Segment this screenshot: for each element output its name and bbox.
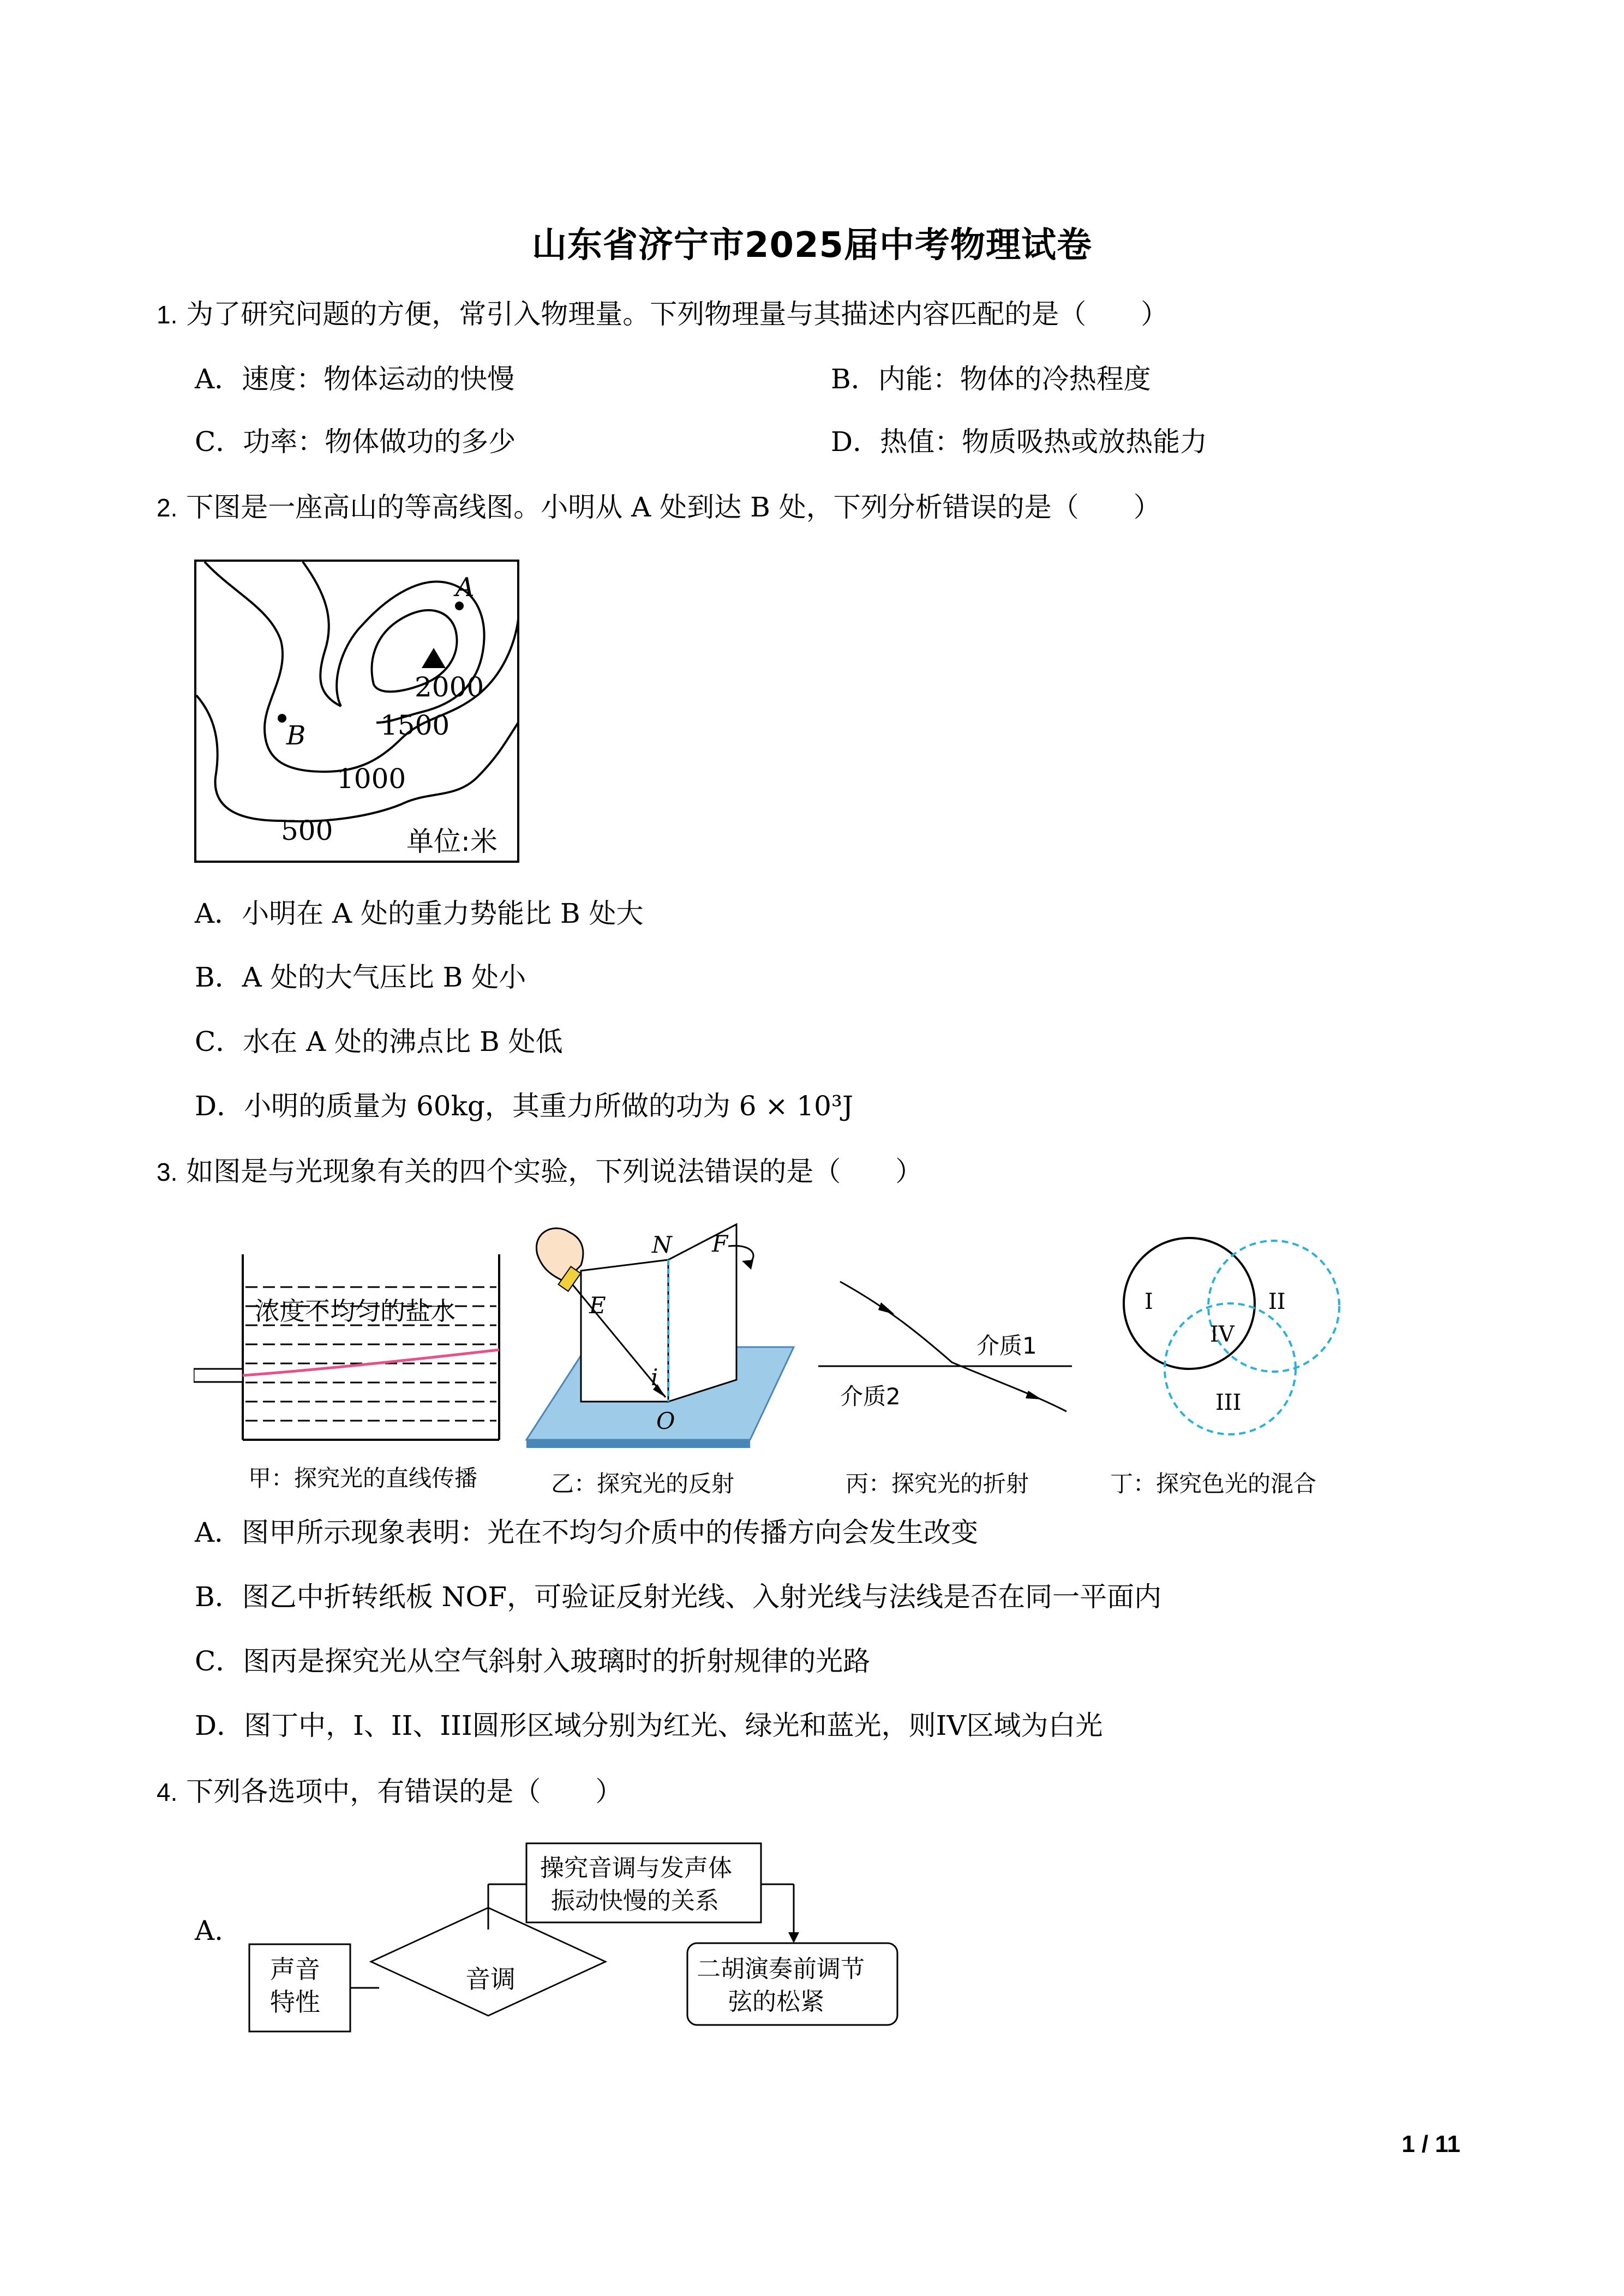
medium-1-label: 介质1 — [976, 1332, 1037, 1359]
label-i: i — [651, 1364, 658, 1391]
q3-option-d[interactable]: D．图丁中，I、II、III圆形区域分别为红光、绿光和蓝光，则IV区域为白光 — [195, 1710, 1103, 1741]
region-iii-label: III — [1215, 1390, 1242, 1415]
medium-2-label: 介质2 — [840, 1383, 901, 1410]
q2-option-c[interactable]: C．水在 A 处的沸点比 B 处低 — [195, 1026, 563, 1057]
figure-ding — [1102, 1233, 1375, 1505]
question-stem: 如图是与光现象有关的四个实验，下列说法错误的是（ ） — [186, 1156, 923, 1187]
figure-yi — [521, 1222, 805, 1505]
diamond-label: 音调 — [465, 1964, 516, 1994]
caption-bing: 丙：探究光的折射 — [846, 1470, 1029, 1497]
top-line2: 振动快慢的关系 — [551, 1887, 719, 1915]
q3-option-b[interactable]: B．图乙中折转纸板 NOF，可验证反射光线、入射光线与法线是否在同一平面内 — [195, 1581, 1162, 1613]
contour-label-1500: 1500 — [380, 710, 450, 741]
laser-pointer — [194, 1369, 243, 1382]
label-b: B — [286, 720, 306, 751]
question-number: 3. — [157, 1158, 178, 1186]
q2-option-d[interactable]: D．小明的质量为 60kg，其重力所做的功为 6 × 10³J — [195, 1090, 854, 1122]
question-stem: 为了研究问题的方便，常引入物理量。下列物理量与其描述内容匹配的是（ ） — [186, 298, 1168, 330]
triangle-peak-icon — [422, 648, 446, 668]
contour-500 — [196, 695, 518, 821]
flowchart — [248, 1835, 903, 2042]
contour-label-2000: 2000 — [415, 671, 484, 703]
q3-option-a[interactable]: A．图甲所示现象表明：光在不均匀介质中的传播方向会发生改变 — [195, 1517, 979, 1548]
caption-yi: 乙：探究光的反射 — [551, 1470, 735, 1497]
label-a: A — [456, 572, 475, 603]
figure-jia — [194, 1233, 521, 1505]
question-3 — [157, 1155, 922, 1188]
caption-jia: 甲：探究光的直线传播 — [248, 1465, 478, 1492]
tank-label: 浓度不均匀的盐水 — [255, 1296, 456, 1326]
page-title: 山东省济宁市2025届中考物理试卷 — [531, 225, 1093, 266]
figure-bing — [813, 1271, 1096, 1505]
label-f: F — [712, 1230, 728, 1257]
q1-option-b[interactable]: B．内能：物体的冷热程度 — [831, 363, 1151, 395]
region-i-label: I — [1144, 1289, 1153, 1314]
q1-option-a[interactable]: A．速度：物体运动的快慢 — [195, 363, 515, 395]
label-o: O — [656, 1408, 675, 1434]
contour-ridge — [303, 562, 341, 706]
right-line2: 弦的松紧 — [728, 1988, 824, 2016]
question-number: 1. — [157, 300, 178, 329]
q4-option-a[interactable]: A. — [195, 1915, 224, 1946]
region-iv-label: IV — [1210, 1322, 1235, 1347]
question-4 — [157, 1775, 622, 1808]
question-1 — [157, 298, 1168, 331]
question-stem: 下图是一座高山的等高线图。小明从 A 处到达 B 处，下列分析错误的是（ ） — [186, 491, 1161, 523]
unit-label: 单位:米 — [406, 826, 498, 857]
q1-option-c[interactable]: C．功率：物体做功的多少 — [195, 426, 516, 458]
box1-line1: 声音 — [270, 1955, 320, 1984]
label-n: N — [652, 1231, 672, 1258]
box1-line2: 特性 — [270, 1987, 320, 2017]
question-number: 4. — [157, 1778, 178, 1806]
question-stem: 下列各选项中，有错误的是（ ） — [186, 1776, 623, 1807]
right-line1: 二胡演奏前调节 — [697, 1955, 865, 1983]
question-number: 2. — [157, 494, 178, 522]
q3-option-c[interactable]: C．图丙是探究光从空气斜射入玻璃时的折射规律的光路 — [195, 1645, 871, 1677]
label-e: E — [589, 1292, 606, 1319]
contour-label-500: 500 — [281, 815, 333, 846]
contour-label-1000: 1000 — [337, 763, 406, 795]
point-a — [455, 602, 464, 610]
caption-ding: 丁：探究色光的混合 — [1110, 1470, 1317, 1497]
region-ii-label: II — [1268, 1289, 1286, 1314]
page-number: 1 / 11 — [1401, 2131, 1460, 2157]
circle-i — [1124, 1238, 1255, 1369]
q2-option-b[interactable]: B．A 处的大气压比 B 处小 — [195, 961, 526, 993]
q2-option-a[interactable]: A．小明在 A 处的重力势能比 B 处大 — [195, 898, 644, 929]
question-2 — [157, 491, 1161, 524]
top-line1: 操究音调与发声体 — [540, 1854, 732, 1882]
point-b — [278, 714, 286, 723]
contour-map — [194, 559, 521, 864]
q1-option-d[interactable]: D．热值：物质吸热或放热能力 — [831, 426, 1208, 458]
